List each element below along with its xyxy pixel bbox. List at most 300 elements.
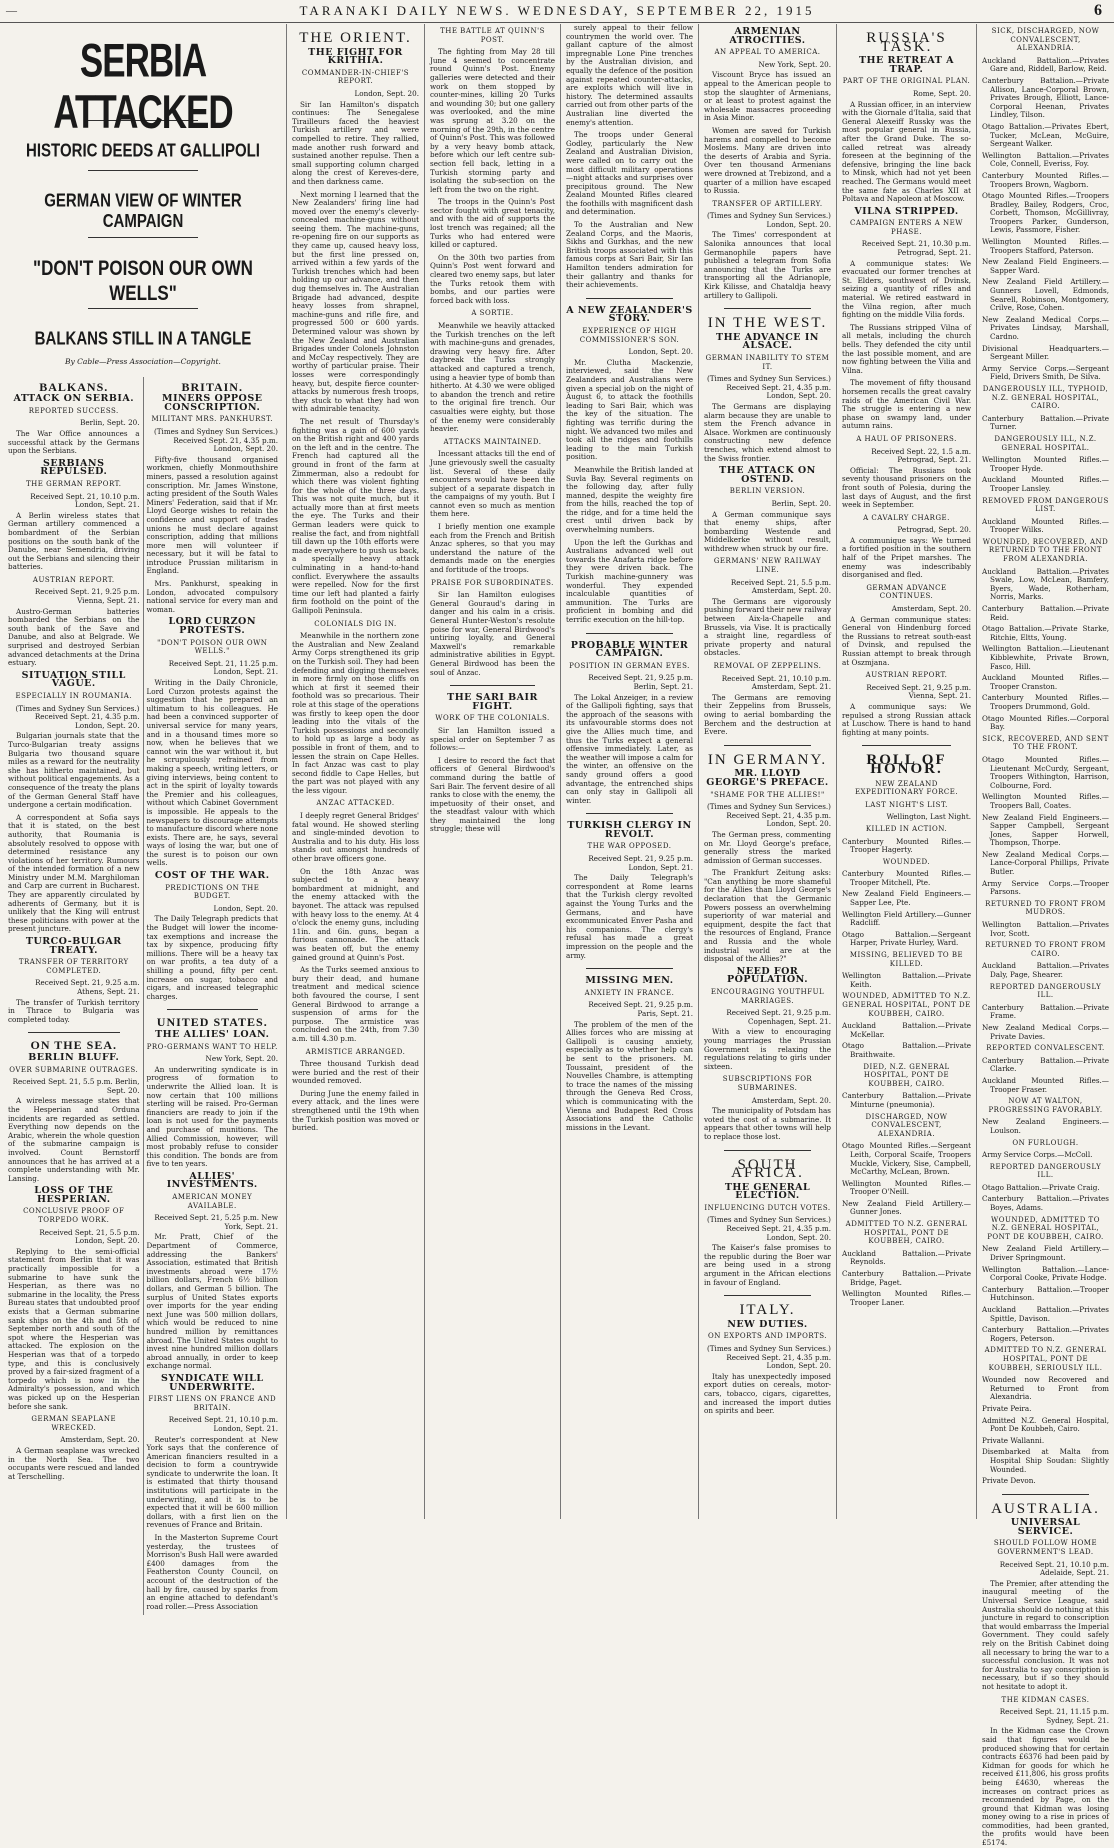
list-item: Otago Battalion.—Private Braithwaite. [842, 1041, 971, 1059]
list-item: Otago Battalion.—Sergeant Harper, Private Hurley, Ward. [842, 929, 971, 948]
dateline: London, Sept. 20. [213, 903, 278, 913]
list-heading: ON FURLOUGH. [1012, 1138, 1079, 1147]
section-title: BRITAIN. [181, 379, 243, 394]
paragraph: The transfer of Turkish territory in Thrace to Bulgaria was completed today. [8, 997, 140, 1024]
paragraph: A communique says: We turned a fortified position in the southern half of the Pripet marshes. The enemy was indescribably disorganised and fled. [842, 535, 971, 580]
paragraph: On the 18th Anzac was subjected to a heavy bombardment at midnight, and the enemy attacked with the bayonet. The attack was repulsed with heavy loss to the enemy. At 4 o'clock the enemy guns, including 11in. and 6in. guns, began a furious cannonade. The attack was beaten off, but the enemy gained ground at Quinn's Post. [292, 866, 419, 962]
list-heading: KILLED IN ACTION. [865, 824, 948, 833]
paragraph: surely appeal to their fellow countrymen the world over. The gallant capture of the almost impregnable Lone Pine trenches by the Australian division, and equally the defence of the position against repeated counter-attacks, are exploits which will live in history. The determined assaults carried out from other parts of the Australian line diverted the enemy's attention. [566, 23, 693, 127]
article-heading: LOSS OF THE HESPERIAN. [34, 1185, 114, 1205]
dateline: Berlin, Sept. 20. [771, 498, 831, 508]
list-item: Otago Battalion.—Private Craig. [982, 1182, 1100, 1192]
paragraph: The Russians stripped Vilna of all metals, including the church bells. They defended the city until the last possible moment, and are now fighting between the Vilia and Vilna. [842, 322, 971, 375]
list-heading: WOUNDED. [882, 857, 931, 866]
dateline: (Times and Sydney Sun Services.) Received Sept. 21, 4.35 p.m. London, Sept. 20. [706, 374, 831, 401]
list-heading: WOUNDED, RECOVERED, AND RETURNED TO THE FRONT FROM ALEXANDRIA. [982, 537, 1109, 564]
paragraph: The Kaiser's false promises to the republic during the Boer war are being used in a strong argument in the African elections in favour of England. [704, 1243, 831, 1287]
article-heading: ATTACK ON SERBIA. [13, 393, 135, 405]
dateline: Received Sept. 21, 10.10 p.m. London, Sept. 21. [30, 491, 140, 510]
list-item: New Zealand Field Engineers.—Sapper Campbell, Sergeant Jones, Sapper Horwell, Thompson, Thorpe. [982, 812, 1109, 848]
list-heading: REPORTED DANGEROUSLY ILL. [989, 1162, 1102, 1180]
paragraph: Reuter's correspondent at New York says that the conference of American financiers resulted in a decision to form a countrywide syndicate to underwrite the loan. It is estimated that thirty thousand institutions will participate in the underwriting, and it is to be expected that it will be 600 million dollars, with a first lien on the revenues of France and Britain. [146, 1434, 278, 1530]
article-heading: THE GENERAL ELECTION. [724, 1181, 811, 1202]
paragraph: Meanwhile in the northern zone the Australian and New Zealand Army Corps strengthened its grip on the Turkish soil. They had been defending and digging themselves in more firmly on those cliffs on which at first it seemed their foothold was so precarious. Their role at this stage of the operations was firstly to keep open the door leading into the vitals of the Turkish possessions and secondly to hold up as large a body as possible in front of them, and to lessen the strain on Cape Helles. In fact Anzac was cast to play second fiddle to Cape Helles, but the part was not played with any the less vigour. [292, 631, 419, 795]
dateline: Berlin, Sept. 20. [80, 418, 140, 428]
list-item: Wellington Battalion.—Private Keith. [842, 971, 971, 989]
list-item: Otago Mounted Rifles.—Lieutenant McCurdy, Sergeant, Troopers Withington, Harrison, Colbourne, Ford. [982, 754, 1109, 790]
paragraph: Meanwhile we heavily attacked the Turkish trenches on the left with machine-guns and grenades, drawing very heavy fire. After daybreak the Turks strongly attacked and captured a trench, using a heavier type of bomb than hitherto. At 4.30 we were obliged to abandon the trench and retire to the original fire trench. Our casualties were eighty, but those of the enemy were considerably heavier. [430, 321, 555, 434]
paragraph: A communique says: We repulsed a strong Russian attack at Luschow. There is hand to hand fighting at many points. [842, 701, 971, 737]
list-heading: REMOVED FROM DANGEROUS LIST. [982, 496, 1109, 514]
masthead-ornament: — [6, 5, 17, 17]
article-heading: SYNDICATE WILL UNDERWRITE. [160, 1372, 264, 1393]
paragraph: A correspondent at Sofia says that it is stated, on the best authority, that Roumania is absolutely resolved to oppose with determined resistance any violations of her territory. Rumours of the intended formation of a new Ministry under M.M. Marghiloman and Carp are current in Bucharest. They are apparently circulated by adherents of Germany, but it is unlikely that the King will entrust these politicians with power at the present juncture. [8, 812, 140, 934]
paragraph: The Times' correspondent at Salonika announces that local Germanophile papers have published a telegram from Sofia announcing that the Turks are transporting all the Adrianople, Kirk Kilisse, and Chataldja heavy artillery to Gallipoli. [704, 230, 831, 300]
article-heading: TURCO-BULGAR TREATY. [25, 936, 122, 956]
list-item: New Zealand Medical Corps.—Private Davies. [982, 1022, 1109, 1041]
paragraph: To the Australian and New Zealand Corps, and the Maoris, Sikhs and Gurkhas, and the new British troops associated with this famous corps at Sari Bair, Sir Ian Hamilton tenders admiration for their gallantry and thanks for their achievements. [566, 220, 693, 290]
list-item: Canterbury Battalion.—Private Turner. [982, 413, 1109, 432]
article-heading: THE ATTACK ON OSTEND. [719, 465, 816, 485]
article-subheading: ANZAC ATTACKED. [316, 799, 395, 808]
article-heading: SITUATION STILL VAGUE. [21, 669, 126, 690]
list-item: Wellington Mounted Rifles.—Troopers Ball, Coates. [982, 792, 1109, 810]
article-subheading: TRANSFER OF ARTILLERY. [712, 199, 823, 208]
list-item: Disembarked at Malta from Hospital Ship Soudan: Slightly Wounded. [982, 1447, 1109, 1474]
column-7 [976, 24, 1114, 1848]
paragraph: Official: The Russians took seventy thousand prisoners on the front south of Polesia, during the last days of August, and the first week in September. [842, 465, 971, 510]
list-heading: DANGEROUSLY ILL, N.Z. GENERAL HOSPITAL. [994, 434, 1097, 452]
article-subheading: ATTACKS MAINTAINED. [443, 437, 542, 446]
paragraph: During June the enemy failed in every attack, and the lines were strengthened until the 19th when the Turkish position was moved or buried. [292, 1088, 419, 1133]
article-subheading: GERMAN INABILITY TO STEM IT. [705, 354, 830, 371]
dateline: Received Sept. 21, 9.25 p.m. Vienna, Sept. 21. [866, 682, 971, 701]
paragraph: The net result of Thursday's fighting was a gain of 600 yards on the British right and 400 yards on the left and in the centre. The French had captured all the ground in front of the farm at Zimmerman, also a redoubt for which there was violent fighting for the whole of the three days. This was not quite much, but it actually more than at first meets the eye. The Turks and their German leaders were quick to realise the fact, and from nightfall till dawn up the 10th efforts were made everywhere to push us back, a specially heavy attack culminating in a hand-to-hand conflict. Everywhere the assaults were repelled. Now for the first time our left had planted a fairly firm foothold on the point of the Gallipoli Peninsula. [292, 416, 419, 615]
article-subheading: A HAUL OF PRISONERS. [856, 434, 957, 443]
dateline: New York, Sept. 20. [205, 1054, 278, 1064]
article-subheading: REPORTED SUCCESS. [28, 406, 119, 415]
dateline: Amsterdam, Sept. 20. [891, 604, 971, 614]
article-subheading: A CAVALRY CHARGE. [863, 513, 950, 522]
article-subheading: ESPECIALLY IN ROUMANIA. [15, 692, 132, 700]
list-heading: MISSING, BELIEVED TO BE KILLED. [849, 951, 964, 968]
column-3 [424, 24, 560, 1519]
list-item: Otago Mounted Rifles.—Troopers Bradley, Bailey, Rodgers, Croc, Corbett, Thomson, McGillivray, Troopers Parker, Gunderson, Lewis, Passmore, Fisher. [982, 191, 1109, 235]
list-item: Wellington Battalion.—Lance-Corporal Cooke, Private Hodge. [982, 1264, 1109, 1283]
article-subheading: GERMAN ADVANCE CONTINUES. [866, 583, 947, 601]
paragraph: Fifty-five thousand organised workmen, chiefly Monmouthshire miners, passed a resolution against conscription. Mr. James Winstone, acting president of the South Wales Miners' Federation, said that if Mr. Lloyd George wishes to retain the confidence and support of trades unions he must declare against conscription, adding that millions more men will volunteer if necessary, but it will be fatal to introduce Prussian militarism in England. [146, 454, 278, 576]
list-item: Otago Mounted Rifles.—Corporal Bay. [982, 713, 1109, 732]
paragraph: A German communique says that enemy ships, after bombarding Westende and Middelkerke without result, withdrew when struck by our fire. [704, 509, 831, 553]
divider [586, 633, 673, 634]
list-item: Army Service Corps.—McColl. [982, 1150, 1093, 1160]
divider [450, 685, 535, 686]
article-subheading: CAMPAIGN ENTERS A NEW PHASE. [850, 219, 963, 236]
list-heading: REPORTED CONVALESCENT. [986, 1044, 1105, 1053]
article-subheading: THE KIDMAN CASES. [1001, 1695, 1090, 1704]
list-item: Otago Battalion.—Privates Ebert, Tucker, McLean, McGuire, Sergeant Walker. [982, 121, 1109, 149]
paragraph: Austro-German batteries bombarded the Serbians on the south bank of the Save and Danube, and also at Belgrade. We surprised and destroyed Serbian advanced detachments at the Drina estuary. [8, 606, 140, 668]
list-item: Auckland Mounted Rifles.—Trooper Fraser. [982, 1075, 1109, 1094]
article-subheading: MILITANT MRS. PANKHURST. [151, 415, 274, 424]
list-heading: DIED, N.Z. GENERAL HOSPITAL, PONT DE KOUBBEH, CAIRO. [863, 1062, 950, 1088]
article-heading: MISSING MEN. [585, 975, 674, 987]
paragraph: Next morning I learned that the New Zealanders' firing line had moved over the enemy's cleverly-concealed machine-guns without seeing them. The machine-guns, re-opening fire on our supports as they came up, caused heavy loss, but the first line pressed on, arrived within a few yards of the Turkish trenches which had been holding up our advance, and then dug themselves in. The Australian Brigade had advanced, despite heavy losses from shrapnel, machine-guns and rifle fire, and progressed 500 or 600 yards. Determined valour was shown by the New Zealand and Australian Brigades under Colonels Johnston and McCay respectively. They are worthy of particular praise. Their losses were correspondingly heavy, but, despite fierce counter-attacks by numerous fresh troops, they stuck to what they had won with admirable tenacity. [292, 189, 419, 414]
article-subheading: A SORTIE. [471, 309, 514, 318]
list-item: Canterbury Battalion.—Trooper Hutchinson. [982, 1284, 1109, 1303]
paragraph: Women are saved for Turkish harems and compelled to become Moslems. Many are driven into the deserts of Arabia and Syria. Over ten thousand Armenians were drowned at Trebizond, and a quarter of a million have escaped to Russia. [704, 125, 831, 196]
section-title: UNITED STATES. [156, 1015, 268, 1030]
article-subheading: PRO-GERMANS WANT TO HELP. [146, 1042, 278, 1051]
list-item: Auckland Battalion.—Private Reynolds. [842, 1248, 971, 1267]
masthead [0, 0, 1114, 23]
dateline: Received Sept. 21, 9.25 p.m. Paris, Sept. 21. [588, 1000, 693, 1018]
divider [724, 1295, 811, 1296]
paragraph: Sir Ian Hamilton eulogises General Gouraud's daring in danger and his calm in a crisis. General Hunter-Weston's resolute poise for war, General Birdwood's untiring loyalty, and General Maxwell's remarkable administrative abilities in Egypt. General Birdwood has been the soul of Anzac. [430, 590, 555, 677]
divider [167, 1009, 259, 1010]
list-item: Otago Mounted Rifles.—Sergeant Leith, Corporal Scaife, Troopers Muckle, Vickery, Sise, Campbell, McCarthy, McLean, Brown. [842, 1141, 971, 1177]
list-item: Canterbury Mounted Rifles.—Troopers Brown, Wagborn. [982, 170, 1109, 189]
list-heading: REPORTED DANGEROUSLY ILL. [989, 982, 1102, 1000]
dateline: Received Sept. 21, 5.5 p.m. London, Sept. 20. [39, 1227, 140, 1246]
article-subheading: ARMISTICE ARRANGED. [305, 1047, 406, 1056]
dateline: Received Sept. 21, 11.25 p.m. London, Sept. 21. [168, 658, 278, 677]
article-subheading: BERLIN VERSION. [729, 487, 806, 496]
article-subheading: WORK OF THE COLONIALS. [435, 714, 550, 723]
dateline: London, Sept. 20. [628, 347, 693, 357]
article-subheading: ON EXPORTS AND IMPORTS. [708, 1332, 827, 1341]
paragraph: Mr. Clutha Mackenzie, interviewed, said the New Zealanders and Australians were given a special job on the night of August 6, to attack the foothills leading to Sari Bair, which was the key of the situation. The fighting was terrific during the night. We advanced two miles and took all the ridges and foothills leading to the main Turkish position. [566, 357, 693, 462]
deck-balkans: BALKANS STILL IN A TANGLE [34, 329, 252, 350]
article-heading: THE ALLIES' LOAN. [155, 1028, 270, 1040]
list-item: Canterbury Battalion.—Private Bridge, Paget. [842, 1269, 971, 1287]
paragraph: The movement of fifty thousand horsemen recalls the great cavalry raids of the American Civil War. The struggle is entering a new phase on swampy land, under autumn rains. [842, 378, 971, 431]
article-subheading: THE BATTLE AT QUINN'S POST. [440, 27, 545, 44]
dateline: London, Sept. 20. [354, 88, 419, 98]
paragraph: The troops in the Quinn's Post sector fought with great tenacity, and with the aid of supports the lost trench was regained; all the Turks who had entered were killed or captured. [430, 197, 555, 250]
list-item: Auckland Battalion.—Privates Daly, Page, Shearer. [982, 961, 1109, 979]
section-title: BALKANS. [39, 379, 109, 394]
paragraph: In the Masterton Supreme Court yesterday, the trustees of Morrison's Bush Hall were awarded £400 damages from the Featherston County Council, on account of the destruction of the hall by fire, caused by sparks from an engine attached to defendant's road roller.—Press Association [146, 1533, 278, 1611]
list-heading: NOW AT WALTON, PROGRESSING FAVORABLY. [988, 1097, 1103, 1114]
article-subheading: SHOULD FOLLOW HOME GOVERNMENT'S LEAD. [993, 1539, 1098, 1557]
dateline: (Times and Sydney Sun Services.) Received Sept. 21, 4.35 p.m. London, Sept. 20. [15, 703, 140, 730]
article-heading: ALLIES' INVESTMENTS. [166, 1170, 258, 1191]
list-item: Private Wallanni. [982, 1435, 1045, 1445]
paragraph: A Berlin wireless states that German artillery commenced a bombardment of the Serbian positions on the south bank of the Danube, near Semendria, driving out the Serbians and silencing their batteries. [8, 510, 140, 572]
dateline: New York, Sept. 20. [758, 59, 831, 69]
dateline: Wellington, Last Night. [886, 812, 971, 822]
article-subheading: NEW ZEALAND EXPEDITIONARY FORCE. [854, 779, 959, 797]
list-item: Canterbury Mounted Rifles.—Troopers Drummond, Gold. [982, 693, 1109, 711]
byline: By Cable—Press Association—Copyright. [65, 357, 221, 366]
list-item: Canterbury Battalion.—Private Clarke. [982, 1055, 1109, 1074]
article-heading: SERBIANS REPULSED. [40, 457, 108, 478]
list-item: Canterbury Battalion.—Private Frame. [982, 1002, 1109, 1021]
article-heading: BERLIN BLUFF. [28, 1051, 120, 1063]
paragraph: Incessant attacks till the end of June grievously swell the casualty list. Several of these daily encounters would have been the subject of a separate dispatch in the campaigns of my youth. But I cannot even so much as mention them here. [430, 449, 555, 519]
article-subheading: THE GERMAN REPORT. [26, 479, 122, 488]
divider [88, 170, 198, 171]
list-heading: DANGEROUSLY ILL, TYPHOID, N.Z. GENERAL HOSPITAL, CAIRO. [982, 384, 1109, 411]
paragraph: The Daily Telegraph's correspondent at Rome learns that the Turkish clergy revolted against the Young Turks and the Germans, and have excommunicated Enver Pasha and his companions. The clergy's refusal has made a great impression on the people and the army. [566, 873, 693, 960]
dateline: Received Sept. 21, 10.10 p.m. Amsterdam, Sept. 21. [721, 673, 831, 692]
article-subheading: EXPERIENCE OF HIGH COMMISSIONER'S SON. [579, 327, 680, 344]
list-heading: DISCHARGED, NOW CONVALESCENT, ALEXANDRIA. [865, 1112, 948, 1138]
list-item: Army Service Corps.—Trooper Parsons. [982, 878, 1109, 897]
divider [586, 298, 673, 299]
article-subheading: ENCOURAGING YOUTHFUL MARRIAGES. [710, 988, 825, 1005]
dateline: Received Sept. 21, 5.25 p.m. New York, Sept. 21. [154, 1213, 278, 1231]
section-title: IN THE WEST. [707, 315, 828, 332]
list-heading: SICK, DISCHARGED, NOW CONVALESCENT, ALEXANDRIA. [991, 27, 1100, 53]
paragraph: The troops under General Godley, particularly the New Zealand and Australian Division, were called on to carry out the most difficult military operations—night attacks and surprises over precipitous ground. The New Zealand Mounted Rifles cleared the foothills with magnificent dash and determination. [566, 130, 693, 217]
article-heading: ARMENIAN ATROCITIES. [729, 26, 806, 46]
list-item: Auckland Battalion.—Private McKellar. [842, 1021, 971, 1039]
article-heading: TURKISH CLERGY IN REVOLT. [567, 820, 692, 840]
list-item: Wounded now Recovered and Returned to Front from Alexandria. [982, 1375, 1109, 1402]
dateline: Received Sept. 21, 10.30 p.m. Petrograd, Sept. 21. [861, 239, 971, 258]
article-heading: PROBABLE WINTER CAMPAIGN. [570, 639, 689, 660]
list-item: Wellington Battalion.—Lieutenant Kibblewhite, Private Brown, Fasco, Hill. [982, 644, 1109, 671]
section-title: ON THE SEA. [30, 1038, 117, 1053]
paragraph: Viscount Bryce has issued an appeal to the American people to stop the slaughter of Armenians, or at least to protest against the wholesale massacres proceeding in Asia Minor. [704, 70, 831, 123]
paragraph: I briefly mention one example each from the French and British Anzac spheres, so that you may understand the nature of the demands made on the energies and fortitude of the troops. [430, 522, 555, 575]
list-heading: ADMITTED TO N.Z. GENERAL HOSPITAL, PONT DE KOUBBEH, SERIOUSLY ILL. [984, 1346, 1107, 1372]
list-item: Wellington Mounted Rifles.—Trooper Laner. [842, 1289, 971, 1307]
article-heading: MR. LLOYD GEORGE'S PREFACE. [706, 768, 829, 788]
paragraph: The Lokal Anzeiger, in a review of the Gallipoli fighting, says that the approach of the seasons with its unfavourable storms does not give the Allies much time, and thus the Turks expect a general offensive immediately. Later, as the weather will impose a calm for the winter, an offensive on the sandy ground offers a good advantage, the entrenched ships can only stay in Gallipoli all winter. [566, 692, 693, 805]
section-title: SOUTH AFRICA. [731, 1156, 804, 1182]
article-heading: VILNA STRIPPED. [854, 205, 959, 217]
list-item: Wellington Battalion.—Privates Cole, Connell, Everiss, Foy. [982, 150, 1109, 169]
article-subheading: SUBSCRIPTIONS FOR SUBMARINES. [722, 1075, 813, 1092]
paragraph: The municipality of Potsdam has voted the cost of a submarine. It appears that other towns will help to replace those lost. [704, 1106, 831, 1141]
paragraph: On the 30th two parties from Quinn's Post went forward and cleared two enemy saps, but later the Turks retook them with bombs, and our parties were forced back with loss. [430, 252, 555, 305]
article-subheading: GERMAN SEAPLANE WRECKED. [31, 1415, 117, 1432]
list-item: Wellington Mounted Rifles.—Trooper O'Neill. [842, 1178, 971, 1197]
paragraph: I desire to record the fact that officers of General Birdwood's command during the battle of Sari Bair. The fervent desire of all ranks to close with the enemy, the impetuosity of their onset, and the steadfast valour with which they maintained the long struggle; these will [430, 755, 555, 834]
article-subheading: CONCLUSIVE PROOF OF TORPEDO WORK. [23, 1207, 125, 1225]
paragraph: A communique states: We evacuated our former trenches at St. Elders, southwest of Dvinsk, seizing a quantity of rifles and material. We retired eastward in the Vilna region, after much fighting on the middle Vilia fords. [842, 258, 971, 320]
dateline: (Times and Sydney Sun Services.) Received Sept. 21, 4.35 p.m. London, Sept. 20. [153, 426, 278, 454]
list-item: Auckland Mounted Rifles.—Trooper Cranston. [982, 673, 1109, 691]
section-title: AUSTRALIA. [991, 1500, 1100, 1517]
paragraph: The German press, commenting on Mr. Lloyd George's preface, generally stress the marked admission of German successes. [704, 829, 831, 865]
list-item: New Zealand Medical Corps.—Lance-Corporal Phillips, Private Butler. [982, 849, 1109, 877]
article-subheading: "SHAME FOR THE ALLIES!" [710, 790, 825, 799]
list-item: Canterbury Battalion.—Private Allison, Lance-Corporal Brown, Privates Brough, Elliott, Lance-Corporal Heenan, Privates Lindley, Tilson. [982, 75, 1109, 120]
paragraph: Upon the left the Gurkhas and Australians advanced well out towards the Anafarta ridge before they were driven back. The Turkish machine-gunnery was wonderful. They expended incalculable quantities of ammunition. The Turks are proficient in bombing and did terrific execution on the hill-top. [566, 537, 693, 624]
article-subheading: ANXIETY IN FRANCE. [584, 988, 675, 997]
article-subheading: POSITION IN GERMAN EYES. [569, 661, 690, 670]
paragraph: A Russian officer, in an interview with the Giornale d'Italia, said that General Alexeiff Russky was the most popular general in Russia, after the Grand Duke. The so-called retreat was already foreseen at the beginning of the defensive, bringing the line back to Minsk, which had not yet been reached. The Germans would meet the same fate as Charles XII at Poltava and Napoleon at Moscow. [842, 99, 971, 204]
article-subheading: AUSTRIAN REPORT. [32, 575, 115, 584]
column-1-split [5, 377, 281, 1616]
paragraph: As the Turks seemed anxious to bury their dead, and humane treatment and medical science both favoured the course, I sent General Birdwood to arrange a suspension of arms for the purpose. The armistice was concluded on the 24th, from 7.30 a.m. till 4.30 p.m. [292, 965, 419, 1043]
paragraph: Replying to the semi-official statement from Berlin that it was practically impossible for a submarine to have sunk the Hesperian, as there was no submarine in the locality, the Press Bureau states that undoubted proof exists that a German submarine sank ships on the 4th and 5th of September north and south of the spot where the Hesperian was attacked. The explosion on the Hesperian was that of a torpedo type, and this is conclusively proved by a fair-sized fragment of a torpedo which is now in the Admiralty's possession, and which was picked up on the Hesperian before she sank. [8, 1246, 140, 1411]
casualty-list [842, 825, 971, 1308]
list-item: Divisional Headquarters.—Sergeant Miller. [982, 343, 1109, 362]
dateline: Received Sept. 21, 9.25 p.m. Berlin, Sept. 21. [588, 673, 693, 691]
paragraph: A German communique states: General von Hindenburg forced the Russians to retreat south-east of Dvinsk, and repulsed the Russian attempt to break through at Oszmjana. [842, 614, 971, 667]
dateline: Received Sept. 21, 5.5 p.m. Amsterdam, Sept. 20. [730, 577, 831, 596]
casualty-list-continued [982, 27, 1109, 1486]
section-title: RUSSIA'S TASK. [866, 30, 947, 55]
list-item: Canterbury Mounted Rifles.—Trooper Hagerty. [842, 836, 971, 855]
list-item: Canterbury Battalion.—Privates Boyes, Adams. [982, 1194, 1109, 1213]
dateline: (Times and Sydney Sun Services.) Received Sept. 21, 4.35 p.m. London, Sept. 20. [706, 802, 831, 829]
paragraph: The War Office announces a successful attack by the Germans upon the Serbians. [8, 428, 140, 456]
paragraph: Writing in the Daily Chronicle, Lord Curzon protests against the suggestion that he prepared an ultimatum to his colleagues. He had been a convinced supporter of universal service for many years, and in a thousand times more so now, when he believes that we cannot win the war without it, but he scrupulously refrained from making a speech, writing letters, or giving interviews, being content to act in the spirit of loyalty towards the Premier and his colleagues, without which Cabinet Government is impossible. He appeals to the newspapers to discourage attempts to manufacture discord where none exists. There are, he says, several ways of losing the war, but one of the surest is to poison our own wells. [146, 678, 278, 868]
article-heading: MINERS OPPOSE CONSCRIPTION. [162, 393, 263, 413]
list-item: Admitted N.Z. General Hospital, Pont De Koubbeh, Cairo. [982, 1415, 1109, 1434]
article-subheading: TRANSFER OF TERRITORY COMPLETED. [18, 958, 129, 975]
divider [1002, 1494, 1089, 1495]
article-subheading: PRAISE FOR SUBORDINATES. [431, 578, 554, 587]
dateline: Received Sept. 21, 9.25 p.m. London, Sept. 21. [588, 854, 693, 872]
article-heading: THE SARI BAIR FIGHT. [447, 692, 538, 712]
article-subheading: AN APPEAL TO AMERICA. [714, 48, 821, 57]
article-heading: LORD CURZON PROTESTS. [168, 616, 257, 637]
column-1 [0, 24, 286, 1611]
list-item: Canterbury Mounted Rifles.—Trooper Mitchell, Pte. [842, 869, 971, 887]
paragraph: Italy has unexpectedly imposed export duties on cereals, motor-cars, tobacco, cigars, cigarettes, and increased the import duties on spirits and beer. [704, 1371, 831, 1416]
paragraph: Meanwhile the British landed at Suvla Bay. Several regiments on the following day, after fully manned, despite the weighty fire from the hills, reached the top of the ridge, and for a time held the crest until driven back by overwhelming numbers. [566, 464, 693, 535]
paragraph: Three thousand Turkish dead were buried and the rest of their wounded removed. [292, 1059, 419, 1086]
balkans-section [5, 377, 143, 1616]
article-subheading: COLONIALS DIG IN. [314, 619, 397, 628]
list-heading: RETURNED TO FRONT FROM CAIRO. [985, 941, 1106, 958]
list-item: Auckland Mounted Rifles.—Trooper Wilks. [982, 516, 1109, 535]
divider [724, 308, 811, 309]
section-title: IN GERMANY. [707, 751, 828, 768]
paragraph: Mr. Pratt, Chief of the Department of Commerce, addressing the Bankers' Association, estimated that British investments abroad were 17½ billion dollars, French 6½ billion dollars, and German 5 billion. The surplus of United States exports over imports for the year ending next June was 500 million dollars, which would be reduced to nine hundred million by remittances abroad. The United States ought to invest nine hundred million dollars abroad annually, in order to keep exchange normal. [146, 1232, 278, 1371]
column-6 [836, 24, 976, 1519]
paragraph: With a view to encouraging young marriages the Prussian Government is relaxing the regulations relating to girls under sixteen. [704, 1027, 831, 1071]
list-item: Wellington Field Artillery.—Gunner Radcliff. [842, 909, 971, 928]
section-title: ROLL OF HONOR. [866, 752, 947, 777]
list-item: Private Devon. [982, 1476, 1036, 1486]
dateline: (Times and Sydney Sun Services.) Received Sept. 21, 4.35 p.m. London, Sept. 20. [706, 1215, 831, 1242]
column-5 [698, 24, 836, 1519]
paragraph: The Germans are vigorously pushing forward their new railway between Aix-la-Chapelle and Brussels, via Vise. It is practically a straight line, regardless of private property and natural obstacles. [704, 596, 831, 658]
paragraph: The Premier, after attending the inaugural meeting of the Universal Service League, said Australia should do nothing at this juncture in regard to conscription that would embarrass the Imperial Government. They could safely rely on the British Cabinet doing all necessary to bring the war to a successful conclusion. It was not for Australia to say conscription is necessary, but if so they should not hesitate to adopt it. [982, 1578, 1109, 1691]
article-heading: NEW DUTIES. [727, 1318, 808, 1330]
article-heading: THE RETREAT A TRAP. [858, 55, 955, 75]
article-heading: THE ADVANCE IN ALSACE. [716, 331, 819, 352]
divider [88, 308, 198, 309]
britain-section [143, 377, 282, 1616]
article-heading: COST OF THE WAR. [154, 870, 270, 882]
article-subheading: AMERICAN MONEY AVAILABLE. [172, 1193, 253, 1210]
dateline: (Times and Sydney Sun Services.) London, Sept. 20. [706, 211, 831, 229]
divider [28, 1032, 120, 1033]
list-item: New Zealand Medical Corps.—Privates Lindsay, Marshall, Cardno. [982, 314, 1109, 341]
list-item: Auckland Mounted Rifles.—Trooper Lansley. [982, 475, 1109, 493]
dateline: Received Sept. 21, 10.10 p.m. Adelaide, Sept. 21. [999, 1559, 1109, 1578]
divider [586, 813, 673, 814]
paragraph: An underwriting syndicate is in progress of formation to underwrite the Allied loan. It is now certain that 100 millions sterling will be raised. Pro-German financiers are ready to join if the loan is not used for the payments and purchase of munitions. The Allied Commission, however, will most probably refuse to consider this condition. The bonds are from five to ten years. [146, 1064, 278, 1169]
dateline: Amsterdam, Sept. 20. [60, 1435, 140, 1445]
paragraph: In the Kidman case the Crown said that figures would be produced showing that for certain contracts £6376 had been paid by Kidman for goods for which he received £11,806, his gross profits being £4630, whereas the increases on contract prices as recommended by Page, on the ground that Kidman was losing money owing to a rise in prices of commodities, had been granted, the profits would have been £5174. [982, 1726, 1109, 1848]
list-heading: WOUNDED, ADMITTED TO N.Z. GENERAL HOSPITAL, PONT DE KOUBBEH, CAIRO. [842, 992, 971, 1018]
list-item: New Zealand Field Engineers.—Sapper Lee, Pte. [842, 889, 971, 908]
divider [862, 745, 951, 746]
column-2 [286, 24, 424, 1519]
paragraph: Bulgarian journals state that the Turco-Bulgarian treaty assigns Bulgaria two thousand square miles as a reward for the neutrality she has hitherto maintained, but without political engagements. As a consequence of the treaty the plans of the German General Staff have undergone a certain modification. [8, 731, 140, 810]
list-item: Wellington Battalion.—Privates Ivor, Scott. [982, 920, 1109, 938]
article-subheading: OVER SUBMARINE OUTRAGES. [9, 1065, 139, 1074]
list-item: Auckland Battalion.—Privates Spittle, Davison. [982, 1305, 1109, 1323]
dateline: Received Sept. 22, 1.5 a.m. Petrograd, Sept. 21. [871, 446, 971, 465]
paragraph: The Germans are removing their Zeppelins from Brussels, owing to aerial bombarding the Berchem and the destruction at Evere. [704, 692, 831, 737]
list-heading: SICK, RECOVERED, AND SENT TO THE FRONT. [982, 734, 1109, 752]
paragraph: Sir Ian Hamilton issued a special order on September 7 as follows:— [430, 725, 555, 753]
article-heading: NEED FOR POPULATION. [726, 965, 809, 986]
article-subheading: COMMANDER-IN-CHIEF'S REPORT. [301, 68, 410, 86]
list-item: Private Peira. [982, 1403, 1032, 1413]
paragraph: The Frankfurt Zeitung asks: "Can anything be more shameful for the Allies than Lloyd George's declaration that the Germanic Powers possess an overwhelming superiority of war material and equipment, despite the fact that the resources of England, France and Russia and the whole industrial world are at the disposal of the Allies?" [704, 868, 831, 964]
deck-poison-wells: "DON'T POISON OUR OWN WELLS" [33, 256, 253, 305]
article-subheading: THE WAR OPPOSED. [587, 842, 672, 851]
divider [586, 968, 673, 969]
list-item: Auckland Battalion.—Privates Swale, Low, McLean, Bamfery, Byers, Wade, Rotherham, Norris, Marks. [982, 566, 1109, 602]
paragraph: The Germans are displaying alarm because they are unable to stem the French advance in Alsace. Workmen are continuously constructing new defence trenches, which extend almost to the Swiss frontier. [704, 401, 831, 463]
paragraph: The problem of the men of the Allies forces who are missing at Gallipoli is causing anxiety, especially as to whether help can be sent to the prisoners. M. Toussaint, president of the Nouvelles Chambre, is attempting to trace the names of the missing through the Geneva Red Cross, which is communicating with the Vienna and Budapest Red Cross Associations and the Catholic missions in the Levant. [566, 1019, 693, 1132]
deck-gallipoli: HISTORIC DEEDS AT GALLIPOLI [26, 141, 260, 162]
dateline: Rome, Sept. 20. [912, 88, 971, 98]
list-item: Canterbury Battalion.—Private Minturne (pneumonia). [842, 1091, 971, 1109]
list-item: New Zealand Field Artillery.—Gunner Jones. [842, 1198, 971, 1217]
masthead-title: TARANAKI DAILY NEWS. WEDNESDAY, SEPTEMBER 22, 1915 [299, 3, 815, 18]
list-item: Otago Battalion.—Private Starke, Ritchie, Eltts, Young. [982, 624, 1109, 642]
divider [724, 1150, 811, 1151]
paragraph: A German seaplane was wrecked in the North Sea. The two occupants were rescued and landed at Terschelling. [8, 1445, 140, 1481]
dateline: Received Sept. 21, 5.5 p.m. Berlin, Sept. 20. [12, 1077, 140, 1095]
dateline: Received Sept. 21, 11.15 p.m. Sydney, Sept. 21. [999, 1707, 1109, 1725]
list-item: Army Service Corps.—Sergeant Field, Drivers Smith, De Silva. [982, 363, 1109, 382]
dateline: Received Sept. 21, 9.25 a.m. Athens, Sept. 21. [35, 978, 140, 996]
list-heading: RETURNED TO FRONT FROM MUDROS. [985, 899, 1106, 917]
article-subheading: PART OF THE ORIGINAL PLAN. [842, 77, 971, 86]
article-subheading: INFLUENCING DUTCH VOTES. [704, 1203, 831, 1212]
dateline: Received Sept. 21, 9.25 p.m. Vienna, Sept. 21. [34, 587, 140, 606]
article-heading: THE FIGHT FOR KRITHIA. [308, 46, 403, 67]
dateline: Amsterdam, Sept. 20. [751, 1095, 831, 1105]
paragraph: The Daily Telegraph predicts that the Budget will lower the income-tax exemptions and increase the tax by sixpence, producing fifty millions. There will be a heavy tax on war profits, a tea duty of a shilling a pound, fifty per cent. increase on sugar, tobacco and cigars, and increased telegraphic charges. [146, 914, 278, 1001]
list-item: New Zealand Field Engineers.—Sapper Ward. [982, 257, 1109, 275]
column-4 [560, 24, 698, 1519]
article-heading: A NEW ZEALANDER'S STORY. [566, 304, 693, 325]
divider [88, 237, 198, 238]
list-item: Wellington Mounted Rifles.—Troopers Stafford, Paterson. [982, 237, 1109, 255]
dateline: (Times and Sydney Sun Services.) Received Sept. 21, 4.35 p.m. London, Sept. 20. [706, 1344, 831, 1371]
article-subheading: LAST NIGHT'S LIST. [865, 800, 948, 809]
article-subheading: "DON'T POISON OUR OWN WELLS." [157, 638, 268, 656]
article-subheading: GERMANS' NEW RAILWAY LINE. [713, 557, 822, 575]
list-item: New Zealand Field Artillery.—Gunners Lovell, Edmonds, Searell, Robinson, Montgomery, Crilve, Rose, Cohen. [982, 277, 1109, 313]
list-item: New Zealand Engineers.—Loulson. [982, 1117, 1109, 1135]
list-item: Canterbury Battalion.—Privates Rogers, Peterson. [982, 1325, 1109, 1343]
article-subheading: FIRST LIENS ON FRANCE AND BRITAIN. [148, 1395, 277, 1412]
list-heading: ADMITTED TO N.Z. GENERAL HOSPITAL, PONT DE KOUBBEH, CAIRO. [845, 1220, 968, 1246]
paragraph: The fighting from May 28 till June 4 seemed to concentrate round Quinn's Post. Enemy galleries were detected and their work on them stopped by counter-mines, killing 20 Turks and wounding 30; but one gallery was overlooked, and the mine was sprung at 3.20 on the morning of the 29th, in the centre of Quinn's Post. This was followed by a very heavy bomb attack, before which our left centre sub-section fell back, letting in a Turkish storming party and isolating the sub-section on the left from the two on the right. [430, 47, 555, 194]
dateline: Received Sept. 21, 10.10 p.m. London, Sept. 21. [168, 1415, 278, 1433]
article-subheading: PREDICTIONS ON THE BUDGET. [165, 883, 260, 901]
paragraph: A wireless message states that the Hesperian and Orduna incidents are regarded as settled. Everything now depends on the Arabic, wherein the whole question of the submarine campaign is involved. Count Bernstorff announces that he has arrived at a complete understanding with Mr. Lansing. [8, 1096, 140, 1183]
list-item: New Zealand Field Artillery.—Driver Springmount. [982, 1244, 1109, 1263]
